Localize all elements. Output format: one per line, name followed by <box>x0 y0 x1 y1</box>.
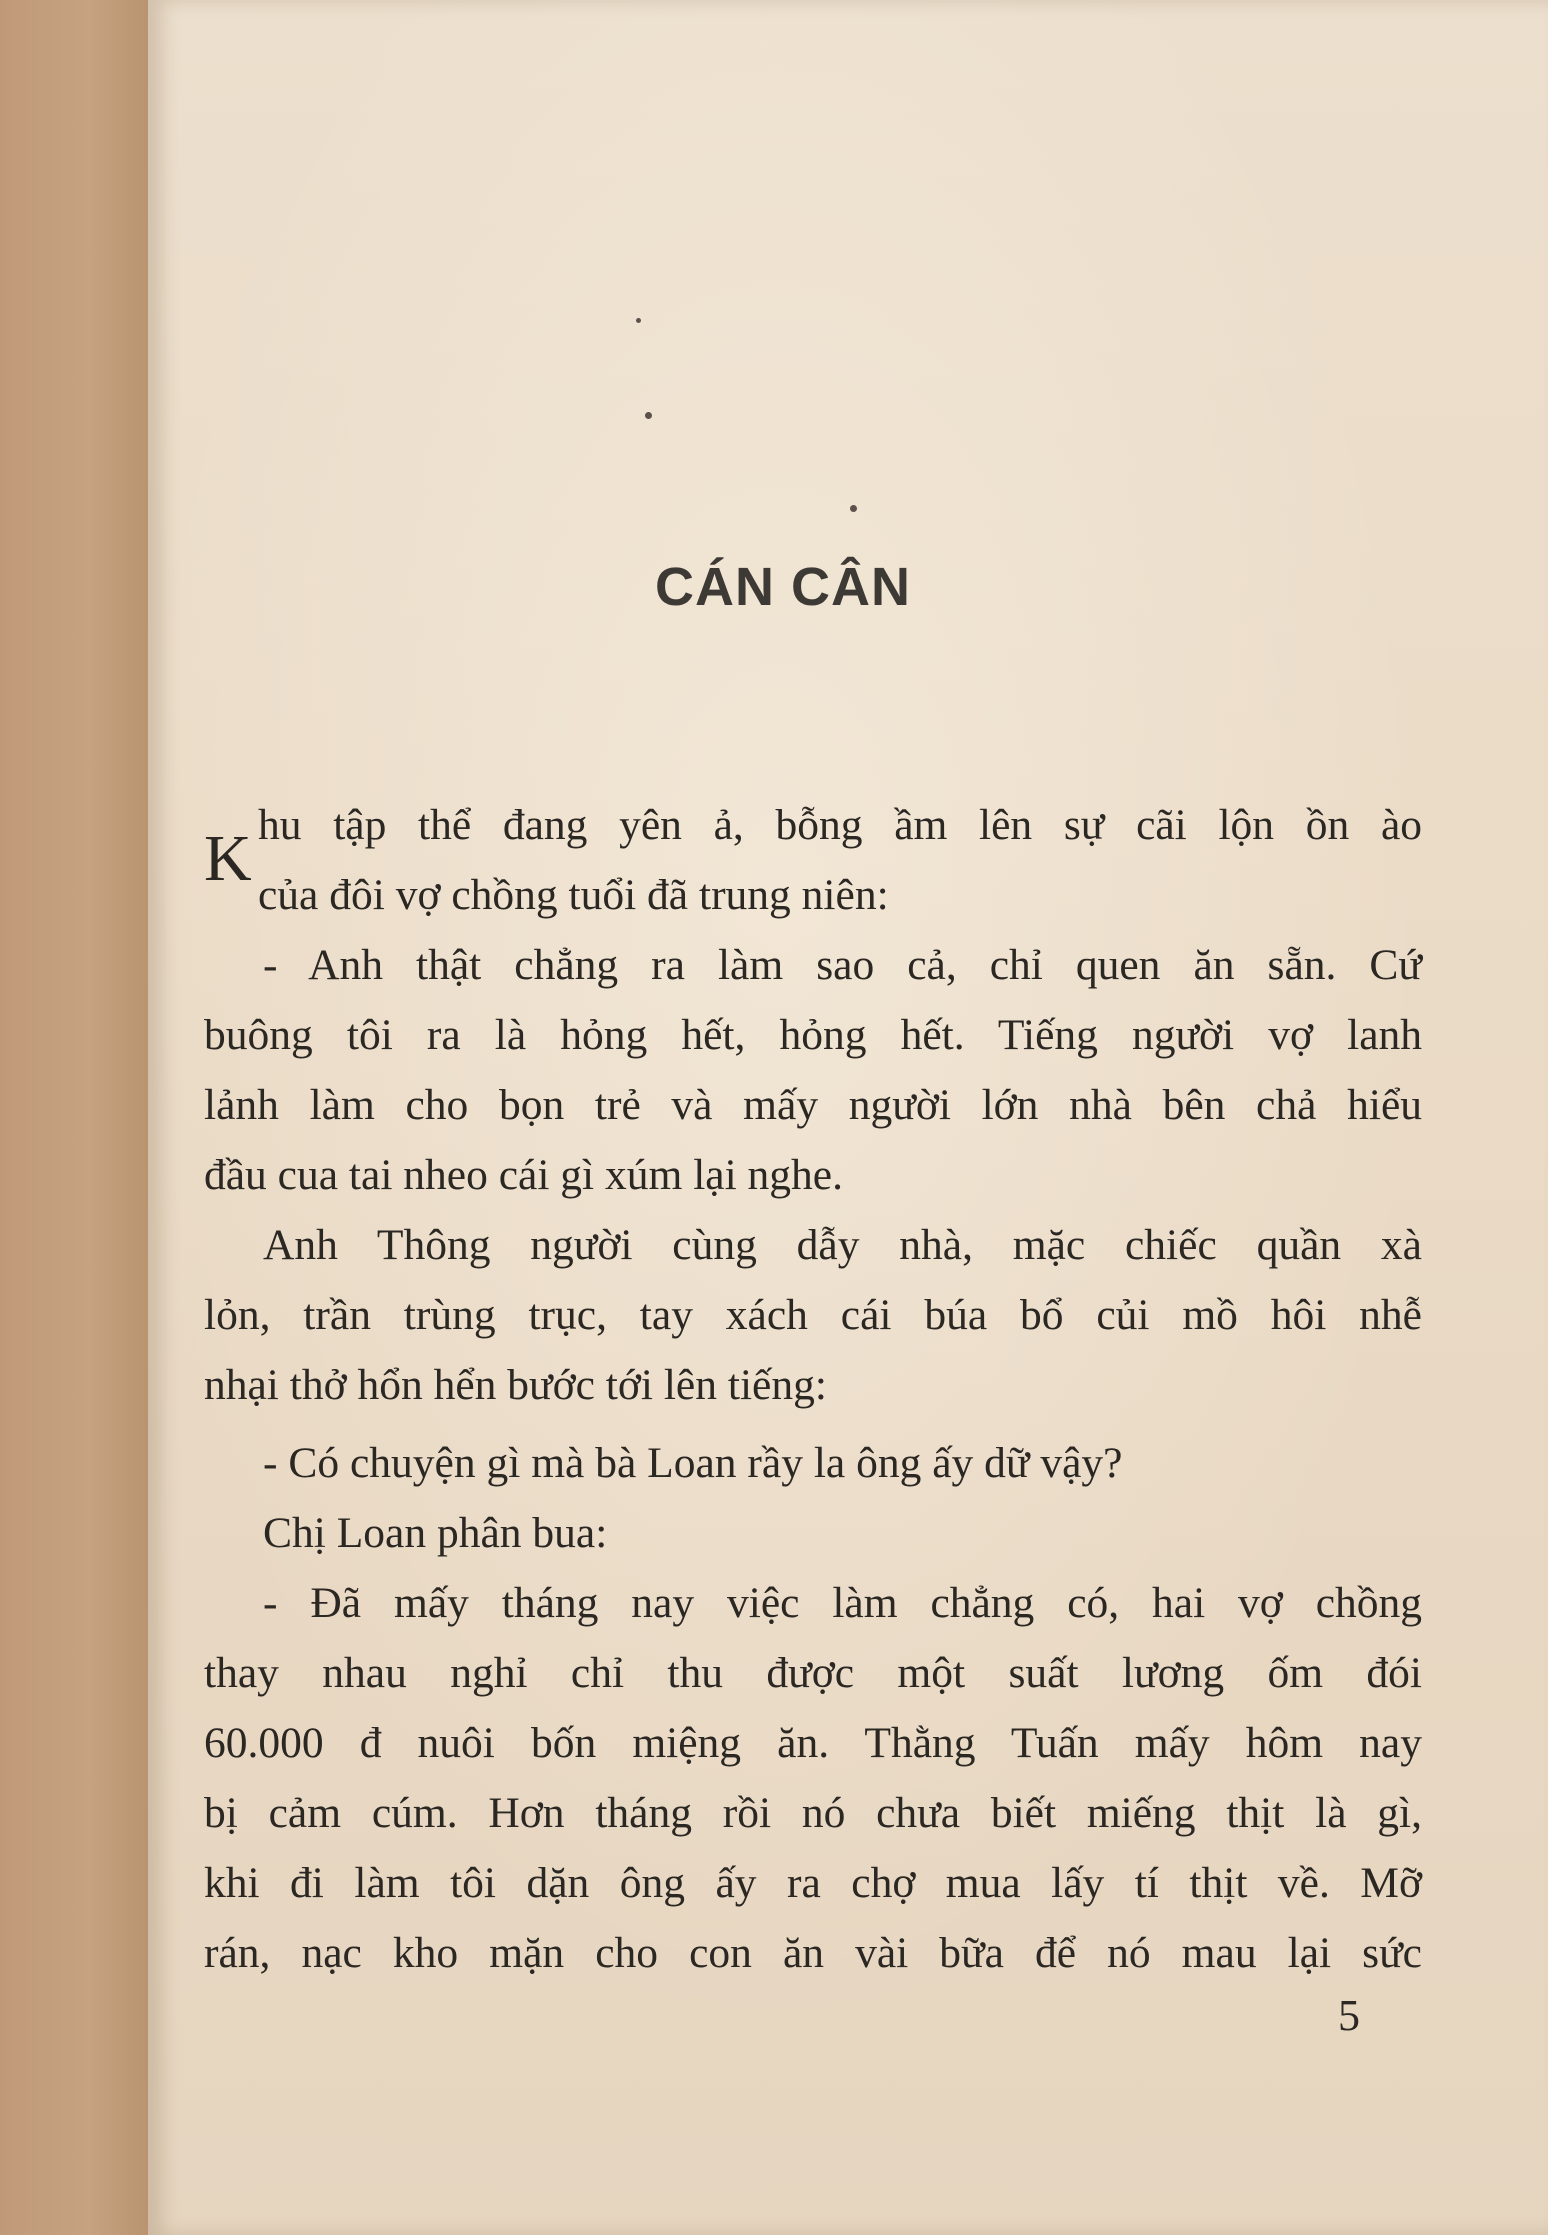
text-line: - Đã mấy tháng nay việc làm chẳng có, hai vợ chồng <box>263 1579 1422 1627</box>
ink-speck <box>850 505 857 512</box>
text-line: Anh Thông người cùng dẫy nhà, mặc chiếc quần xà <box>263 1221 1422 1269</box>
text-line: lỏn, trần trùng trục, tay xách cái búa bổ củi mồ hôi nhễ <box>204 1291 1422 1339</box>
chapter-title: CÁN CÂN <box>655 557 911 617</box>
text-line: Chị Loan phân bua: <box>263 1509 608 1557</box>
text-line: bị cảm cúm. Hơn tháng rồi nó chưa biết miếng thịt là gì, <box>204 1789 1422 1837</box>
text-line: khi đi làm tôi dặn ông ấy ra chợ mua lấy tí thịt về. Mỡ <box>204 1859 1422 1907</box>
paragraph-4 <box>204 1428 1422 1498</box>
text-line: - Anh thật chẳng ra làm sao cả, chỉ quen ăn sẵn. Cứ <box>263 941 1422 989</box>
text-line: thay nhau nghỉ chỉ thu được một suất lương ốm đói <box>204 1649 1422 1697</box>
ink-speck <box>636 318 641 323</box>
text-line: nhại thở hổn hển bước tới lên tiếng: <box>204 1361 827 1409</box>
body-text <box>204 790 1422 1988</box>
page-number: 5 <box>1338 1991 1360 2040</box>
scanned-book-edge <box>0 0 148 2235</box>
paragraph-2 <box>204 930 1422 1210</box>
paragraph-6 <box>204 1568 1422 1988</box>
text-line: đầu cua tai nheo cái gì xúm lại nghe. <box>204 1151 843 1199</box>
text-line: - Có chuyện gì mà bà Loan rầy la ông ấy dữ vậy? <box>263 1439 1123 1487</box>
text-line: buông tôi ra là hỏng hết, hỏng hết. Tiếng người vợ lanh <box>204 1011 1422 1059</box>
paragraph-1 <box>204 790 1422 930</box>
text-line: rán, nạc kho mặn cho con ăn vài bữa để nó mau lại sức <box>204 1929 1422 1977</box>
text-line: lảnh làm cho bọn trẻ và mấy người lớn nhà bên chả hiểu <box>204 1081 1422 1129</box>
paragraph-5 <box>204 1498 1422 1568</box>
ink-speck <box>645 412 652 419</box>
text-line: của đôi vợ chồng tuổi đã trung niên: <box>258 871 889 919</box>
book-page <box>148 0 1548 2235</box>
text-line: 60.000 đ nuôi bốn miệng ăn. Thằng Tuấn mấy hôm nay <box>204 1719 1422 1767</box>
paragraph-3 <box>204 1210 1422 1420</box>
drop-cap-letter: K <box>204 822 252 895</box>
text-line: hu tập thể đang yên ả, bỗng ầm lên sự cãi lộn ồn ào <box>258 801 1422 849</box>
